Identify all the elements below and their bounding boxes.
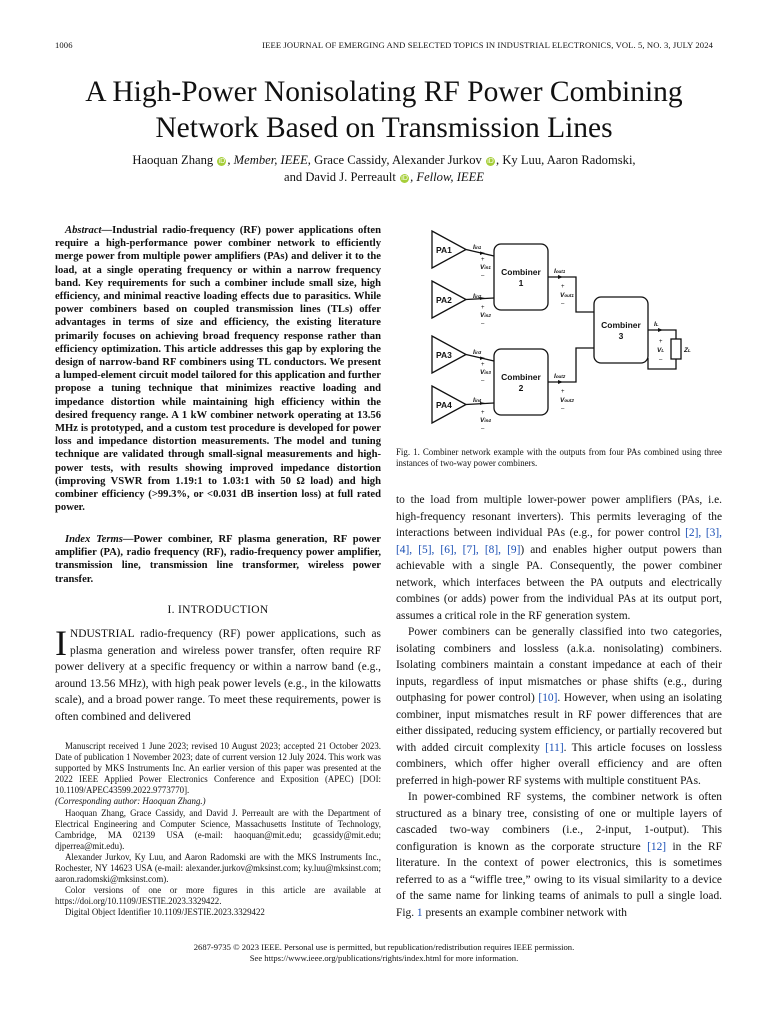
abstract-text: —Industrial radio-frequency (RF) power applications often require a high-performance power combiner network to efficiently merge power from multiple power amplifiers (PAs) and deliver it to the load, at a single operating frequency or within a narrow frequency band. Key requirements for such a combiner include small size, high efficiency, and minimal reactive loading effects due to parasitics. While power combiners based on coupled transmission lines (TLs) offer advantages in terms of size and efficiency, the existing literature primarily focuses on achieving broad frequency response rather than efficiency optimization. This article addresses this gap by exploring the design of narrow-band RF combiners using TL conductors. We present a lumped-element circuit model tailored for this application and further propose a tuning technique that minimizes reactive loading and impedance distortion while maintaining high efficiency within the desired frequency range. A 1 kW combiner network operating at 13.56 MHz is prototyped, and a custom test procedure is developed for power loss and impedance distortion measurements. The model and tuning technique are validated through small-signal measurements and high-power tests, with results showing improved impedance distortion (improving VSWR from 1.19:1 to 1.03:1 with 50 Ω load) and high combiner efficiency (>99.3%, or <0.031 dB insertion loss) at full rated power.	[55, 225, 381, 514]
citation-link[interactable]: [2], [3], [4], [5], [6], [7], [8], [9]	[396, 527, 723, 556]
svg-text:+: +	[481, 257, 485, 263]
svg-text:Iin4: Iin4	[473, 397, 482, 404]
author-names: , Grace Cassidy, Alexander Jurkov	[307, 153, 482, 167]
citation-link[interactable]: [10]	[538, 692, 558, 704]
combiner-label: Combiner	[501, 267, 541, 277]
index-terms	[55, 533, 381, 586]
author-name: Haoquan Zhang	[132, 153, 214, 167]
index-terms-label: Index Terms	[65, 534, 123, 545]
title-line-2: Network Based on Transmission Lines	[155, 112, 613, 144]
combiner-1-box	[494, 244, 548, 310]
svg-text:Vin3: Vin3	[480, 369, 491, 376]
svg-text:+: +	[659, 339, 663, 345]
figure-combiner-network	[418, 226, 708, 436]
svg-text:–: –	[659, 357, 663, 363]
svg-text:ZL: ZL	[684, 347, 691, 354]
author-names: and David J. Perreault	[284, 170, 396, 184]
footnote: (Corresponding author: Haoquan Zhang.)	[55, 796, 206, 807]
combiner-2-box	[494, 349, 548, 415]
load-label: Z	[684, 347, 688, 354]
author-role: , Fellow, IEEE	[410, 170, 484, 184]
figure-caption: Fig. 1. Combiner network example with the outputs from four PAs combined using three instances of two-way power combiners.	[396, 447, 722, 469]
combiner-label: Combiner	[601, 320, 641, 330]
current-label: I	[473, 293, 475, 300]
svg-text:–: –	[481, 378, 485, 384]
citation-link[interactable]: [11]	[545, 741, 564, 754]
pa-label: PA2	[436, 295, 452, 305]
body-paragraph: Power combiners can be generally classified into two categories, isolating combiners and lossless (a.k.a. nonisolating) combiners. Isolating combiners maintain a constant impedance at each of their inputs, regardless of input mismatches or phase shifts (e.g., during outphasing for power control) [10]. However, when using an isolating combiner, input mismatches result in RF power differences that are either dissipated, reducing system efficiency, or partially recovered but with added circuit complexity [11]. This article focuses on lossless combiners, which offer higher overall efficiency and are often preferred in high-power RF systems with multiple constituent PAs.	[396, 626, 722, 787]
svg-text:Vin2: Vin2	[480, 312, 491, 319]
combiner-label: 2	[518, 383, 524, 393]
journal-header: IEEE JOURNAL OF EMERGING AND SELECTED TOPICS IN INDUSTRIAL ELECTRONICS, VOL. 5, NO. 3, JULY 2024	[262, 40, 713, 50]
svg-text:Vin1: Vin1	[480, 264, 491, 271]
footnote: Haoquan Zhang, Grace Cassidy, and David J. Perreault are with the Department of Electrical Engineering and Computer Science, Massachusetts Institute of Technology, Cambridge, MA 02139 USA (e-mail: haoquan@mit.edu; gcassidy@mit.edu; djperrea@mit.edu).	[55, 807, 381, 851]
svg-text:Iout1: Iout1	[554, 268, 566, 275]
combiner-label: Combiner	[501, 372, 541, 382]
current-label: I	[554, 268, 556, 275]
svg-text:IL: IL	[654, 321, 659, 328]
combiner-3-box	[594, 297, 648, 363]
svg-text:–: –	[481, 273, 485, 279]
voltage-label: V	[560, 292, 565, 299]
current-label: I	[473, 397, 475, 404]
svg-text:Vin4: Vin4	[480, 417, 491, 424]
footnote: Alexander Jurkov, Ky Luu, and Aaron Radomski are with the MKS Instruments Inc., Rochester, NY 14623 USA (e-mail: alexander.jurkov@mksinst.com; ky.luu@mksinst.com; aaron.radomski@mksinst.com).	[55, 851, 381, 885]
orcid-icon[interactable]: iD	[401, 175, 408, 182]
combiner-label: 3	[618, 331, 624, 341]
svg-text:Iout2: Iout2	[554, 373, 566, 380]
svg-text:VL: VL	[657, 347, 665, 354]
footnotes	[55, 741, 381, 919]
abstract-label: Abstract	[65, 225, 102, 236]
citation-link[interactable]: [12]	[647, 840, 667, 853]
svg-text:–: –	[561, 406, 565, 412]
current-label: I	[473, 349, 475, 356]
pa-label: PA3	[436, 350, 452, 360]
page-number: 1006	[55, 40, 73, 50]
svg-text:Iin2: Iin2	[473, 293, 482, 300]
svg-text:+: +	[481, 362, 485, 368]
author-names: , Ky Luu, Aaron Radomski,	[496, 153, 636, 167]
abstract	[55, 224, 381, 514]
current-label: I	[473, 244, 475, 251]
svg-text:Iin1: Iin1	[473, 244, 482, 251]
intro-text: NDUSTRIAL radio-frequency (RF) power applications, such as plasma generation and wireless power transfer, often require RF power delivery at a specific frequency or within a narrow band (e.g., around 13.56 MHz), with high peak power levels (e.g., in the kilowatts scale), and a broad power range. To meet these requirements, power is often combined and delivered	[55, 628, 381, 723]
right-column-body	[396, 492, 722, 921]
body-paragraph: to the load from multiple lower-power power amplifiers (PAs, i.e. high-frequency resonant inverters). This permits leveraging of the interactions between individual PAs (e.g., for power control [2], [3], [4], [5], [6], [7], [8], [9]) and enables higher output powers than achievable with a single PA. Consequently, the power combiner network, which interfaces between the PA outputs and electrically combines (or adds) power from the individual PAs at its output port, assumes a critical role in the RF generation system.	[396, 494, 723, 622]
paper-title	[30, 74, 738, 146]
copyright-notice: 2687-9735 © 2023 IEEE. Personal use is permitted, but republication/redistribution requires IEEE permission. See https://www.ieee.org/publications/rights/index.html for more information.	[193, 942, 575, 963]
section-heading: I. INTRODUCTION	[167, 604, 269, 616]
current-label: I	[654, 321, 656, 328]
voltage-label: V	[560, 397, 565, 404]
index-terms-text: —Power combiner, RF plasma generation, RF power amplifier (PA), radio frequency (RF), radio-frequency power amplifier, transmission line, transmission line transformer, wireless power transfer.	[55, 534, 381, 585]
voltage-label: V	[480, 264, 485, 271]
voltage-label: V	[480, 312, 485, 319]
orcid-icon[interactable]: iD	[487, 158, 494, 165]
svg-text:Vout2: Vout2	[560, 397, 574, 404]
author-role: , Member, IEEE	[227, 153, 308, 167]
footnote: Digital Object Identifier 10.1109/JESTIE.2023.3329422	[65, 907, 265, 918]
author-list	[40, 152, 728, 186]
pa-label: PA1	[436, 245, 452, 255]
svg-text:–: –	[481, 426, 485, 432]
drop-cap: I	[55, 623, 67, 663]
figure-link[interactable]: 1	[416, 906, 423, 919]
orcid-icon[interactable]: iD	[218, 158, 226, 165]
svg-text:+: +	[481, 410, 485, 416]
svg-text:Iin3: Iin3	[473, 349, 482, 356]
svg-text:–: –	[561, 301, 565, 307]
title-line-1: A High-Power Nonisolating RF Power Combining	[85, 76, 683, 108]
footnote: Color versions of one or more figures in this article are available at https://doi.org/10.1109/JESTIE.2023.3329422.	[55, 885, 381, 907]
intro-paragraph	[55, 623, 381, 725]
svg-text:+: +	[481, 305, 485, 311]
voltage-label: V	[657, 347, 662, 354]
body-paragraph: In power-combined RF systems, the combiner network is often structured as a binary tree, consisting of one or multiple layers of cascaded two-way combiners (i.e., 2-input, 1-output). This configuration is known as the corporate structure [12] in the RF literature. In the context of power electronics, this is sometimes referred to as a “wiffle tree,” owing to its visual similarity to a device of the same name for linking teams of animals to pull a single load. Fig. 1 presents an example combiner network with	[396, 791, 722, 919]
svg-text:+: +	[561, 389, 565, 395]
combiner-label: 1	[518, 278, 524, 288]
svg-text:Vout1: Vout1	[560, 292, 574, 299]
footnote: Manuscript received 1 June 2023; revised 10 August 2023; accepted 21 October 2023. Date of publication 1 November 2023; date of current version 12 July 2024. This work was supported by MKS Instruments Inc. An earlier version of this paper was presented at the 2022 IEEE Applied Power Electronics Conference and Exposition (APEC) [DOI: 10.1109/APEC43599.2022.9773770].	[55, 741, 381, 796]
current-label: I	[554, 373, 556, 380]
voltage-label: V	[480, 417, 485, 424]
svg-text:–: –	[481, 321, 485, 327]
pa-label: PA4	[436, 400, 452, 410]
voltage-label: V	[480, 369, 485, 376]
svg-text:+: +	[561, 284, 565, 290]
